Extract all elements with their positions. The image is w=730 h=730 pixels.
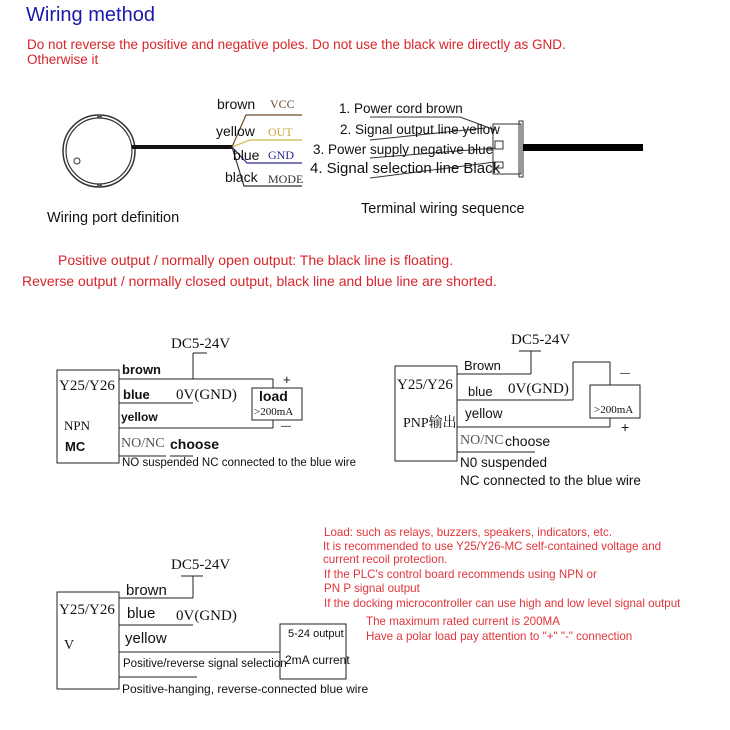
voltage-label-gnd: 0V(GND) <box>176 608 237 624</box>
npn-label-gnd: 0V(GND) <box>176 387 237 403</box>
voltage-box-line-1: 5-24 output <box>288 628 344 640</box>
note-5: PN P signal output <box>324 582 420 595</box>
npn-choose: choose <box>170 436 220 452</box>
pnp-label-brown: Brown <box>464 358 501 373</box>
pnp-note-2: NC connected to the blue wire <box>460 473 641 488</box>
pnp-note-1: N0 suspended <box>460 455 548 470</box>
npn-minus-terminal: — <box>281 421 291 432</box>
voltage-label-blue: blue <box>127 605 156 622</box>
npn-load-current: >200mA <box>254 406 294 418</box>
port-signal-gnd: GND <box>268 148 294 162</box>
wire-yellow <box>232 140 302 147</box>
pnp-type: PNP输出 <box>403 416 457 431</box>
port-wire-blue: blue <box>233 147 260 163</box>
npn-label-brown: brown <box>122 362 161 377</box>
pnp-nonc: NO/NC <box>460 433 504 448</box>
port-wire-black: black <box>225 169 258 185</box>
pnp-label-yellow: yellow <box>465 406 503 421</box>
note-4: If the PLC's control board recommends using NPN or <box>324 568 597 581</box>
terminal-item-3: 3. Power supply negative blue <box>313 142 494 157</box>
voltage-label-yellow: yellow <box>125 630 167 647</box>
port-signal-mode: MODE <box>268 172 304 186</box>
pnp-supply: DC5-24V <box>511 332 571 348</box>
voltage-type: V <box>64 638 75 653</box>
voltage-note: Positive-hanging, reverse-connected blue wire <box>122 682 369 696</box>
note-7: The maximum rated current is 200MA <box>366 615 560 628</box>
npn-label-yellow: yellow <box>121 410 158 424</box>
terminal-sequence-caption: Terminal wiring sequence <box>361 201 525 217</box>
port-signal-vcc: VCC <box>270 97 295 111</box>
pnp-choose: choose <box>505 433 551 449</box>
npn-load-label: load <box>259 388 288 404</box>
output-mode-reverse: Reverse output / normally closed output, black line and blue line are shorted. <box>22 273 497 289</box>
pnp-label-blue: blue <box>468 384 493 399</box>
page-title: Wiring method <box>26 4 155 26</box>
pnp-label-gnd: 0V(GND) <box>508 381 569 397</box>
voltage-supply: DC5-24V <box>171 557 231 573</box>
note-6: If the docking microcontroller can use high and low level signal output <box>324 597 681 610</box>
output-mode-positive: Positive output / normally open output: The black line is floating. <box>58 252 454 268</box>
port-wire-brown: brown <box>217 96 256 112</box>
pnp-model: Y25/Y26 <box>397 377 453 393</box>
npn-plus-terminal: + <box>283 372 291 387</box>
voltage-model: Y25/Y26 <box>59 602 115 618</box>
port-signal-out: OUT <box>268 125 293 139</box>
npn-note: NO suspended NC connected to the blue wire <box>122 457 356 469</box>
voltage-selection: Positive/reverse signal selection <box>123 658 287 670</box>
note-8: Have a polar load pay attention to "+" "-" connection <box>366 630 633 643</box>
port-wire-yellow: yellow <box>216 123 255 139</box>
npn-type-mc: MC <box>65 439 86 454</box>
pnp-load-current: >200mA <box>594 404 634 416</box>
pnp-plus-terminal: + <box>621 419 630 435</box>
npn-label-blue: blue <box>123 387 150 402</box>
note-3: current recoil protection. <box>323 553 448 566</box>
voltage-label-brown: brown <box>126 582 167 599</box>
port-definition-caption: Wiring port definition <box>47 210 180 226</box>
terminal-item-1: 1. Power cord brown <box>339 101 463 116</box>
npn-model: Y25/Y26 <box>59 378 115 394</box>
sensor-disc-icon <box>63 115 135 187</box>
npn-supply: DC5-24V <box>171 336 231 352</box>
npn-type: NPN <box>64 418 91 433</box>
note-2: It is recommended to use Y25/Y26-MC self-contained voltage and <box>323 540 662 553</box>
npn-nonc: NO/NC <box>121 436 165 451</box>
note-1: Load: such as relays, buzzers, speakers, indicators, etc. <box>324 526 613 539</box>
warning-line-1: Do not reverse the positive and negative poles. Do not use the black wire directly as GND. <box>27 37 566 52</box>
terminal-item-4: 4. Signal selection line Black <box>310 160 501 177</box>
terminal-item-2: 2. Signal output line yellow <box>340 122 500 137</box>
pnp-minus-terminal: — <box>620 368 630 379</box>
voltage-box-line-2: 2mA current <box>285 653 350 667</box>
warning-line-2: Otherwise it <box>27 52 99 67</box>
